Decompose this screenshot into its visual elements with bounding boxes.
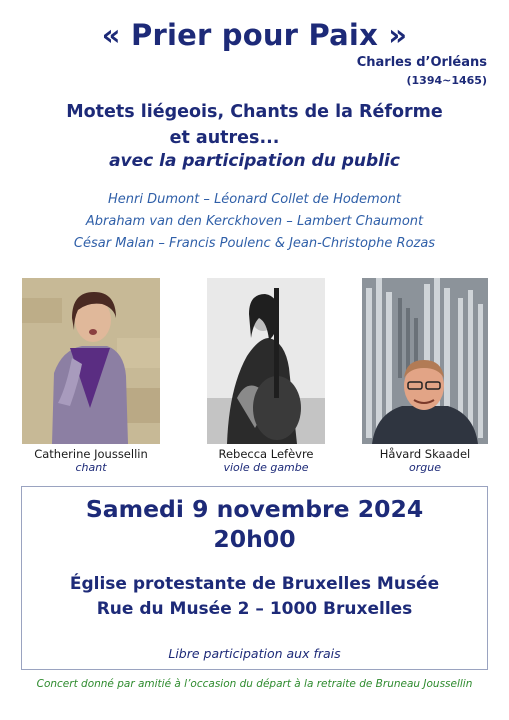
concert-title: « Prier pour Paix » [101, 18, 408, 52]
admission-note: Libre participation aux frais [168, 646, 341, 661]
performer-caption [22, 447, 160, 474]
composer-line: Abraham van den Kerckhoven – Lambert Chaumont [85, 214, 424, 229]
event-time: 20h00 [213, 525, 296, 553]
performer-name: Catherine Joussellin [34, 447, 148, 461]
performer-name: Rebecca Lefèvre [218, 447, 314, 461]
performer-name: Håvard Skaadel [379, 447, 471, 461]
photo-rebecca-lefevre [207, 278, 325, 444]
composer-line: Henri Dumont – Léonard Collet de Hodemont [108, 192, 401, 207]
program-line-2: et autres... [169, 128, 280, 148]
poet-dates: (1394~1465) [406, 74, 487, 87]
poet-name: Charles d’Orléans [356, 55, 487, 70]
program-line-3: avec la participation du public [109, 151, 400, 171]
program-line-1: Motets liégeois, Chants de la Réforme [66, 102, 443, 122]
photo-havard-skaadel [362, 278, 488, 444]
performer-caption [200, 447, 332, 474]
venue-name: Église protestante de Bruxelles Musée [69, 574, 440, 594]
performer-caption [355, 447, 495, 474]
event-info-box [21, 486, 488, 670]
composer-line: César Malan – Francis Poulenc & Jean-Christophe Rozas [73, 236, 436, 251]
footer-note: Concert donné par amitié à l’occasion du départ à la retraite de Bruneau Joussellin [36, 678, 473, 690]
performer-role: viole de gambe [223, 461, 309, 474]
performer-role: orgue [409, 461, 441, 474]
photo-catherine-joussellin [22, 278, 160, 444]
event-date: Samedi 9 novembre 2024 [85, 495, 424, 523]
venue-address: Rue du Musée 2 – 1000 Bruxelles [96, 599, 413, 619]
performer-role: chant [75, 461, 107, 474]
